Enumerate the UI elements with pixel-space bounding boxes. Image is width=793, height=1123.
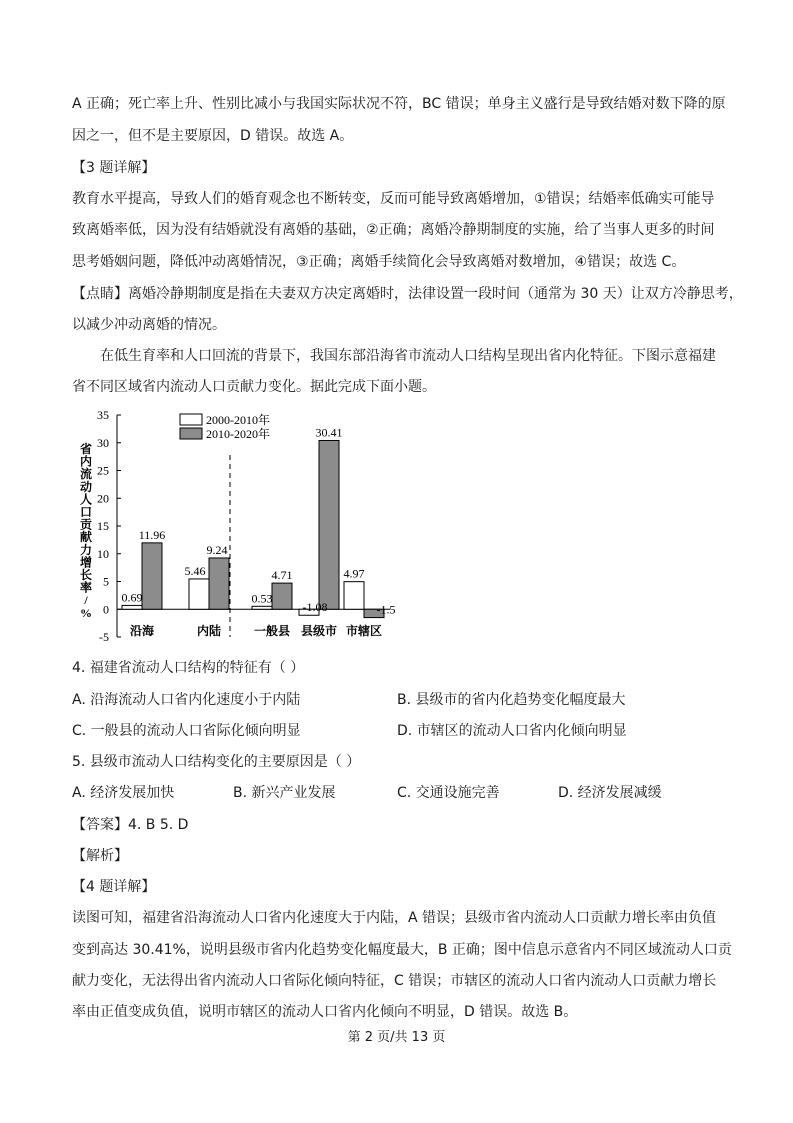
paragraph-line: 因之一，但不是主要原因，D 错误。故选 A。 (72, 128, 354, 144)
y-axis-label: 省内流动人口贡献力增长率/ % (79, 442, 93, 620)
data-label: 5.46 (184, 563, 206, 578)
paragraph-line: 致离婚率低，因为没有结婚就没有离婚的基础，②正确；离婚冷静期制度的实施，给了当事人更多的时间 (72, 222, 715, 238)
y-tick-label: 15 (97, 519, 109, 533)
paragraph-line: 思考婚姻问题，降低冲动离婚情况，③正确；离婚手续简化会导致离婚对数增加，④错误；故选 C。 (72, 254, 686, 270)
answer-line: 【答案】4. B 5. D (72, 817, 189, 833)
paragraph-line: 以减少冲动离婚的情况。 (72, 317, 226, 333)
question-4-option-c[interactable]: C. 一般县的流动人口省际化倾向明显 (72, 723, 301, 739)
y-tick-label: 35 (97, 408, 109, 422)
analysis-label: 【解析】 (72, 848, 128, 864)
paragraph-line: 读图可知，福建省沿海流动人口省内化速度大于内陆，A 错误；县级市省内流动人口贡献力增长率由负值 (72, 910, 717, 926)
detail-4-heading: 【4 题详解】 (72, 879, 156, 895)
question-5-option-a[interactable]: A. 经济发展加快 (72, 785, 175, 801)
paragraph-line: 变到高达 30.41%，说明县级市省内化趋势变化幅度最大，B 正确；图中信息示意省内不同区域流动人口贡 (72, 942, 732, 958)
category-label: 县级市 (300, 624, 338, 638)
data-label: -1.08 (302, 600, 328, 615)
paragraph-line: 献力变化，无法得出省内流动人口省际化倾向特征，C 错误；市辖区的流动人口省内流动人口贡献力增长 (72, 973, 717, 989)
bar-2010-2020 (209, 558, 229, 609)
y-tick-label: 20 (97, 491, 109, 506)
bar-chart (72, 405, 402, 645)
paragraph-line: 率由正值变成负值，说明市辖区的流动人口省内化倾向不明显，D 错误。故选 B。 (72, 1004, 578, 1020)
question-4-stem: 4. 福建省流动人口结构的特征有（ ） (72, 660, 305, 676)
bar-2000-2010 (189, 579, 209, 609)
data-label: 0.53 (251, 591, 273, 606)
legend-swatch (180, 428, 202, 439)
question-5-stem: 5. 县级市流动人口结构变化的主要原因是（ ） (72, 754, 361, 770)
bar-2000-2010 (344, 582, 364, 610)
data-label: -1.5 (376, 602, 396, 617)
page-footer: 第 2 页/共 13 页 (347, 1030, 446, 1045)
y-tick-label: 5 (103, 574, 109, 589)
category-label: 一般县 (253, 624, 291, 638)
bar-2010-2020 (142, 543, 162, 609)
paragraph-line: 教育水平提高，导致人们的婚育观念也不断转变，反而可能导致离婚增加，①错误；结婚率低确实可能导 (72, 191, 715, 207)
y-tick-label: 25 (97, 463, 109, 478)
paragraph-line: A 正确；死亡率上升、性别比减小与我国实际状况不符，BC 错误；单身主义盛行是导致结婚对数下降的原 (72, 96, 726, 112)
data-label: 4.71 (271, 568, 293, 583)
bar-2000-2010 (252, 606, 272, 609)
question-4-option-a[interactable]: A. 沿海流动人口省内化速度小于内陆 (72, 692, 301, 708)
data-label: 4.97 (343, 566, 365, 581)
category-label: 沿海 (129, 624, 155, 638)
category-label: 市辖区 (345, 624, 383, 638)
data-label: 30.41 (315, 425, 343, 440)
bar-2000-2010 (122, 605, 142, 609)
y-tick-label: 0 (103, 602, 109, 617)
legend-label: 2000-2010年 (206, 413, 270, 427)
tip-paragraph: 【点睛】离婚冷静期制度是指在夫妻双方决定离婚时，法律设置一段时间（通常为 30 天）让双方冷静思考， (72, 286, 743, 302)
category-label: 内陆 (196, 624, 222, 638)
y-tick-label: 30 (97, 435, 109, 450)
material-intro: 在低生育率和人口回流的背景下，我国东部沿海省市流动人口结构呈现出省内化特征。下图示意福建 (100, 348, 716, 364)
y-tick-label: -5 (99, 630, 109, 644)
data-label: 11.96 (138, 527, 166, 542)
material-intro: 省不同区域省内流动人口贡献力变化。据此完成下面小题。 (72, 379, 436, 395)
question-5-option-b[interactable]: B. 新兴产业发展 (233, 785, 336, 801)
legend-label: 2010-2020年 (206, 427, 270, 441)
data-label: 0.69 (121, 590, 143, 605)
question-5-option-d[interactable]: D. 经济发展减缓 (558, 785, 662, 801)
question-5-option-c[interactable]: C. 交通设施完善 (397, 785, 500, 801)
question-4-option-d[interactable]: D. 市辖区的流动人口省内化倾向明显 (397, 723, 627, 739)
section-heading: 【3 题详解】 (72, 160, 156, 176)
y-tick-label: 10 (97, 546, 109, 561)
bar-2010-2020 (319, 440, 339, 609)
question-4-option-b[interactable]: B. 县级市的省内化趋势变化幅度最大 (397, 692, 626, 708)
bar-2010-2020 (272, 583, 292, 609)
data-label: 9.24 (206, 542, 228, 557)
legend-swatch (180, 414, 202, 425)
